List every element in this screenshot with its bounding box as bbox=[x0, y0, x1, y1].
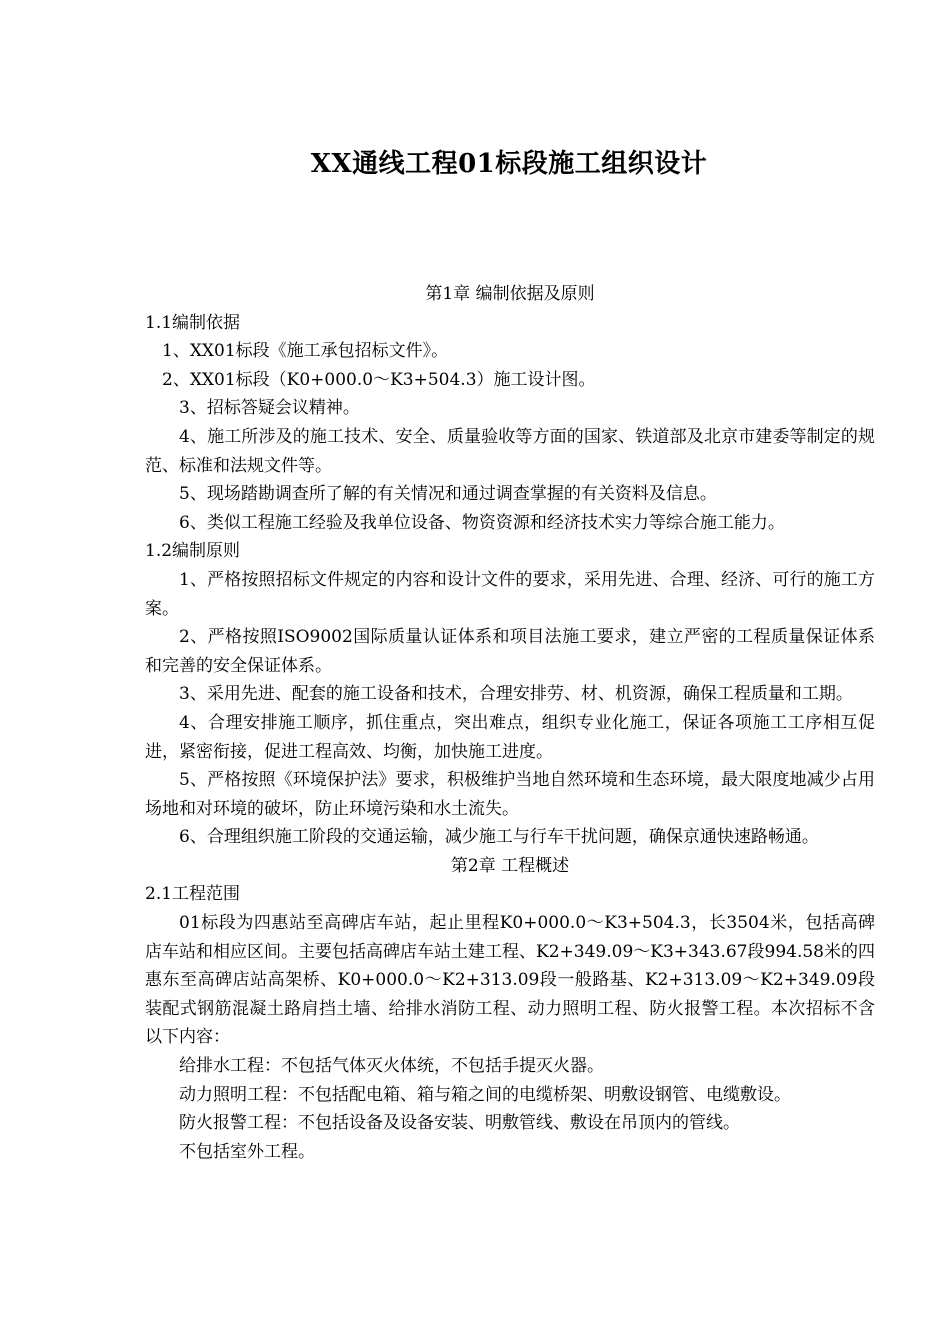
section-1-2-item-6: 6、合理组织施工阶段的交通运输，减少施工与行车干扰问题，确保京通快速路畅通。 bbox=[179, 827, 819, 848]
document-title: XX通线工程01标段施工组织设计 bbox=[310, 149, 708, 179]
section-1-1-item-4: 4、施工所涉及的施工技术、安全、质量验收等方面的国家、铁道部及北京市建委等制定的规范、标准和法规文件等。 bbox=[145, 426, 875, 476]
section-1-1-item-6: 6、类似工程施工经验及我单位设备、物资资源和经济技术实力等综合施工能力。 bbox=[179, 512, 785, 533]
chapter-1-heading: 第1章 编制依据及原则 bbox=[425, 284, 595, 304]
section-1-1-item-3: 3、招标答疑会议精神。 bbox=[179, 398, 360, 419]
document-body bbox=[145, 280, 875, 1166]
section-2-1-paragraph-3: 动力照明工程：不包括配电箱、箱与箱之间的电缆桥架、明敷设钢管、电缆敷设。 bbox=[179, 1084, 791, 1105]
section-2-1-paragraph-4: 防火报警工程：不包括设备及设备安装、明敷管线、敷设在吊顶内的管线。 bbox=[179, 1113, 740, 1134]
section-1-1-item-5: 5、现场踏勘调查所了解的有关情况和通过调查掌握的有关资料及信息。 bbox=[179, 484, 717, 505]
section-1-2-item-5: 5、严格按照《环境保护法》要求，积极维护当地自然环境和生态环境，最大限度地减少占用场地和对环境的破坏，防止环境污染和水土流失。 bbox=[145, 770, 875, 819]
section-1-2-heading: 1.2编制原则 bbox=[145, 541, 241, 562]
section-2-1-paragraph-2: 给排水工程：不包括气体灭火体统，不包括手提灭火器。 bbox=[179, 1056, 604, 1077]
section-1-1-item-2: 2、XX01标段（K0+000.0～K3+504.3）施工设计图。 bbox=[162, 369, 596, 390]
section-1-2-item-4: 4、合理安排施工顺序，抓住重点，突出难点，组织专业化施工，保证各项施工工序相互促进，紧密衔接，促进工程高效、均衡，加快施工进度。 bbox=[145, 712, 875, 762]
section-1-1-heading: 1.1编制依据 bbox=[145, 312, 241, 333]
section-1-2-item-2: 2、严格按照ISO9002国际质量认证体系和项目法施工要求，建立严密的工程质量保证体系和完善的安全保证体系。 bbox=[145, 627, 875, 676]
section-2-1-heading: 2.1工程范围 bbox=[145, 884, 241, 905]
section-2-1-paragraph-5: 不包括室外工程。 bbox=[179, 1141, 315, 1162]
section-1-2-item-1: 1、严格按照招标文件规定的内容和设计文件的要求，采用先进、合理、经济、可行的施工方案。 bbox=[145, 569, 875, 619]
section-1-2-item-3: 3、采用先进、配套的施工设备和技术，合理安排劳、材、机资源，确保工程质量和工期。 bbox=[179, 684, 853, 705]
section-2-1-paragraph-1: 01标段为四惠站至高碑店车站，起止里程K0+000.0～K3+504.3，长3504米，包括高碑店车站和相应区间。主要包括高碑店车站土建工程、K2+349.09～K3+343.67段994.58米的四惠东至高碑店站高架桥、K0+000.0～K2+313.09段一般路基、K2+313.09～K2+349.09段装配式钢筋混凝土路肩挡土墙、给排水消防工程、动力照明工程、防火报警工程。本次招标不含以下内容： bbox=[145, 913, 875, 1048]
chapter-2-heading: 第2章 工程概述 bbox=[450, 855, 570, 876]
section-1-1-item-1: 1、XX01标段《施工承包招标文件》。 bbox=[162, 341, 449, 362]
